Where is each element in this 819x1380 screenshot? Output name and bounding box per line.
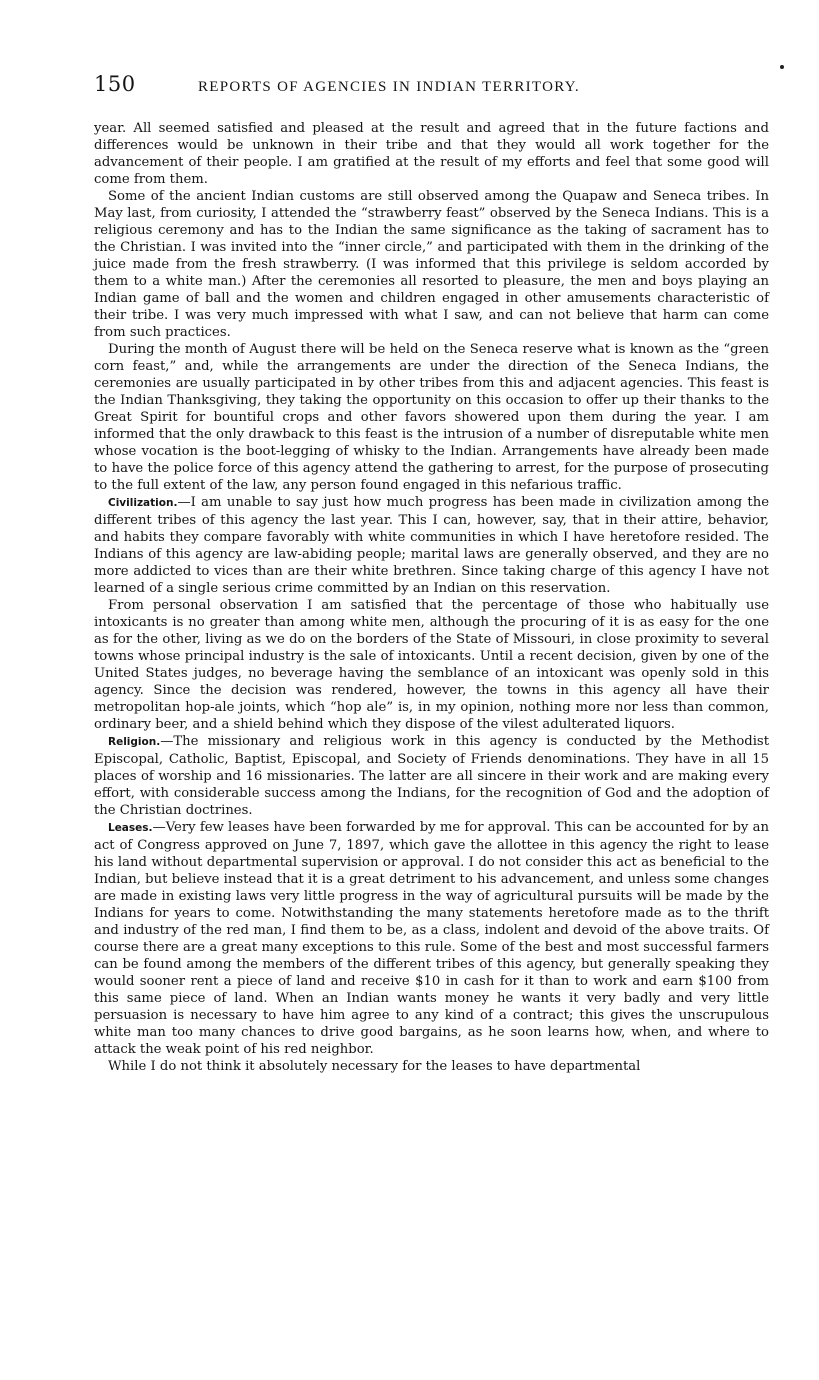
paragraph-intoxicants: From personal observation I am satisfied that the percentage of those who habitually use intoxicants is no greater than among white men, although the procuring of it is as easy for the one as for the other, living as we do on the borders of the State of Missouri, in close proximity to several towns whose principal industry is the sale of intoxicants. Until a recent decision, given by one of the United States judges, no beverage having the semblance of an intoxicant was openly sold in this agency. Since the decision was rendered, however, the towns in this agency all have their metropolitan hop-ale joints, which “hop ale” is, in my opinion, nothing more nor less than common, ordinary beer, and a shield behind which they dispose of the vilest adulterated liquors.: [94, 598, 769, 732]
paragraph-strawberry-feast: Some of the ancient Indian customs are still observed among the Quapaw and Seneca tribes. In May last, from curiosity, I attended the “strawberry feast” observed by the Seneca Indians. This is a religious ceremony and has to the Indian the same significance as the taking of sacrament has to the Christian. I was invited into the “inner circle,” and participated with them in the drinking of the juice made from the fresh strawberry. (I was informed that this privilege is seldom accorded by them to a white man.) After the ceremonies all resorted to pleasure, the men and boys playing an Indian game of ball and the women and children engaged in other amusements characteristic of their tribe. I was very much impressed with what I saw, and can not believe that harm can come from such practices.: [94, 189, 769, 340]
religion-text: —The missionary and religious work in this agency is conducted by the Methodist Episcopal, Catholic, Baptist, Episcopal, and Society of Friends denominations. They have in all 15 places of worship and 16 missionaries. The latter are all sincere in their work and are making every effort, with considerable success among the Indians, for the recognition of God and the adoption of the Christian doctrines.: [94, 734, 769, 818]
paragraph-leases: [94, 819, 769, 1058]
civilization-heading: Civilization.: [108, 497, 178, 509]
body-text: [94, 120, 769, 1075]
running-title: REPORTS OF AGENCIES IN INDIAN TERRITORY.: [198, 79, 580, 95]
paragraph-religion: [94, 733, 769, 819]
paragraph-final: While I do not think it absolutely necessary for the leases to have departmental: [108, 1059, 641, 1074]
page-header: [94, 72, 774, 100]
paragraph-civilization: [94, 494, 769, 597]
civilization-text: —I am unable to say just how much progress has been made in civilization among the different tribes of this agency the last year. This I can, however, say, that in their attire, behavior, and habits they compare favorably with white communities in which I have heretofore resided. The Indians of this agency are law-abiding people; marital laws are generally observed, and they are no more addicted to vices than are their white brethren. Since taking charge of this agency I have not learned of a single serious crime committed by an Indian on this reservation.: [94, 495, 769, 596]
paragraph-continuation: year. All seemed satisfied and pleased at the result and agreed that in the future factions and differences would be unknown in their tribe and that they would all work together for the advancement of their people. I am gratified at the result of my efforts and feel that some good will come from them.: [94, 121, 769, 187]
stray-ink-dot: [780, 65, 784, 69]
religion-heading: Religion.: [108, 736, 161, 748]
leases-heading: Leases.: [108, 822, 153, 834]
leases-text: —Very few leases have been forwarded by me for approval. This can be accounted for by an act of Congress approved on June 7, 1897, which gave the allottee in this agency the right to lease his land without departmental supervision or approval. I do not consider this act as beneficial to the Indian, but believe instead that it is a great detriment to his advancement, and unless some changes are made in existing laws very little progress in the way of agricultural pursuits will be made by the Indians for years to come. Notwithstanding the many statements heretofore made as to the thrift and industry of the red man, I find them to be, as a class, indolent and devoid of the above traits. Of course there are a great many exceptions to this rule. Some of the best and most successful farmers can be found among the members of the different tribes of this agency, but generally speaking they would sooner rent a piece of land and receive $10 in cash for it than to work and earn $100 from this same piece of land. When an Indian wants money he wants it very badly and very little persuasion is necessary to have him agree to any kind of a contract; this gives the unscrupulous white man too many chances to drive good bargains, as he soon learns how, when, and where to attack the weak point of his red neighbor.: [94, 820, 769, 1057]
paragraph-green-corn-feast: During the month of August there will be held on the Seneca reserve what is known as the “green corn feast,” and, while the arrangements are under the direction of the Seneca Indians, the ceremonies are usually participated in by other tribes from this and adjacent agencies. This feast is the Indian Thanksgiving, they taking the opportunity on this occasion to offer up their thanks to the Great Spirit for bountiful crops and other favors showered upon them during the year. I am informed that the only drawback to this feast is the intrusion of a number of disreputable white men whose vocation is the boot-legging of whisky to the Indian. Arrangements have already been made to have the police force of this agency attend the gathering to arrest, for the purpose of prosecuting to the full extent of the law, any person found engaged in this nefarious traffic.: [94, 342, 769, 493]
page-number: 150: [94, 72, 136, 96]
